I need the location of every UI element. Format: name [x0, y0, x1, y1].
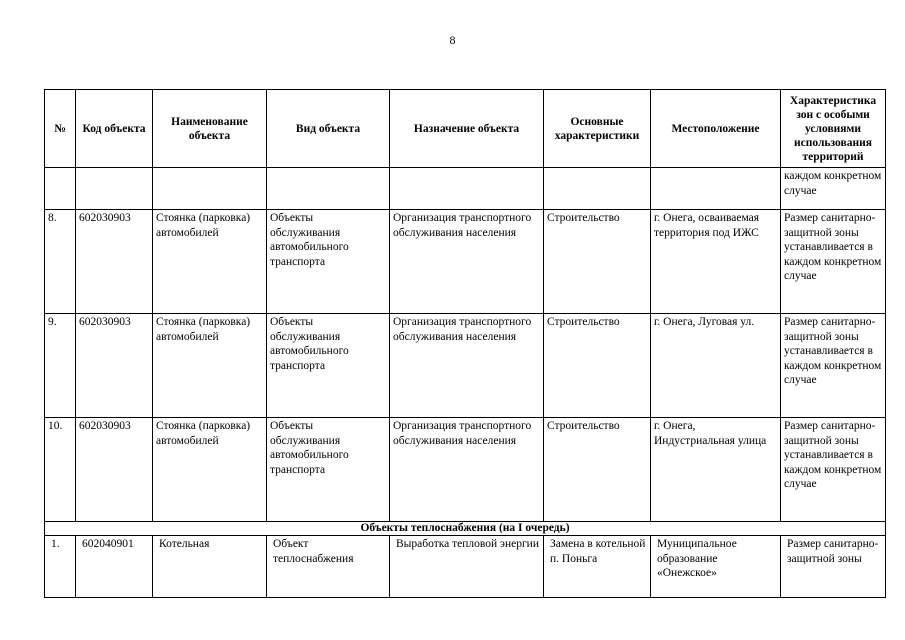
cell-purpose: Организация транспортного обслуживания населения — [390, 210, 544, 314]
cell-zone: Размер санитарно-защитной зоны — [781, 536, 886, 598]
cell-name: Котельная — [153, 536, 267, 598]
cell-type: Объекты обслуживания автомобильного транспорта — [267, 314, 390, 418]
cell-location: г. Онега, Индустриальная улица — [651, 418, 781, 522]
cell-type: Объекты обслуживания автомобильного транспорта — [267, 210, 390, 314]
cell-purpose: Организация транспортного обслуживания населения — [390, 418, 544, 522]
cell-purpose: Организация транспортного обслуживания населения — [390, 314, 544, 418]
table-row — [45, 418, 886, 522]
cell-number: 8. — [45, 210, 76, 314]
cell-location: Муниципальное образование «Онежское» — [651, 536, 781, 598]
header-type: Вид объекта — [267, 90, 390, 168]
cell-code: 602030903 — [76, 418, 153, 522]
cell-name: Стоянка (парковка) автомобилей — [153, 210, 267, 314]
cell-main: Замена в котельной п. Поньга — [544, 536, 651, 598]
cell-zone: Размер санитарно-защитной зоны устанавливается в каждом конкретном случае — [781, 210, 886, 314]
cell-location: г. Онега, Луговая ул. — [651, 314, 781, 418]
cell-main: Строительство — [544, 314, 651, 418]
header-name: Наименование объекта — [153, 90, 267, 168]
cell-purpose: Выработка тепловой энергии — [390, 536, 544, 598]
cell-name: Стоянка (парковка) автомобилей — [153, 418, 267, 522]
header-number: № — [45, 90, 76, 168]
cell-number: 9. — [45, 314, 76, 418]
cell-code: 602030903 — [76, 210, 153, 314]
table-header-row — [45, 90, 886, 168]
header-location: Местоположение — [651, 90, 781, 168]
table-row — [45, 210, 886, 314]
cell-location: г. Онега, осваиваемая территория под ИЖС — [651, 210, 781, 314]
header-main-characteristics: Основные характеристики — [544, 90, 651, 168]
header-purpose: Назначение объекта — [390, 90, 544, 168]
objects-table — [44, 89, 886, 598]
cell-zone: каждом конкретном случае — [781, 168, 886, 210]
cell-type: Объект теплоснабжения — [267, 536, 390, 598]
page-number: 8 — [449, 33, 456, 47]
header-code: Код объекта — [76, 90, 153, 168]
cell-main: Строительство — [544, 418, 651, 522]
cell-code: 602030903 — [76, 314, 153, 418]
continuation-row — [45, 168, 886, 210]
cell-main: Строительство — [544, 210, 651, 314]
cell-number: 1. — [45, 536, 76, 598]
cell-code: 602040901 — [76, 536, 153, 598]
table-row — [45, 314, 886, 418]
cell-zone: Размер санитарно-защитной зоны устанавливается в каждом конкретном случае — [781, 418, 886, 522]
cell-type: Объекты обслуживания автомобильного транспорта — [267, 418, 390, 522]
section-header-row — [45, 522, 886, 536]
header-zone-characteristics: Характеристика зон с особыми условиями использования территорий — [781, 90, 886, 168]
cell-name: Стоянка (парковка) автомобилей — [153, 314, 267, 418]
section-title: Объекты теплоснабжения (на I очередь) — [45, 522, 886, 536]
table-row — [45, 536, 886, 598]
cell-number: 10. — [45, 418, 76, 522]
cell-zone: Размер санитарно-защитной зоны устанавливается в каждом конкретном случае — [781, 314, 886, 418]
